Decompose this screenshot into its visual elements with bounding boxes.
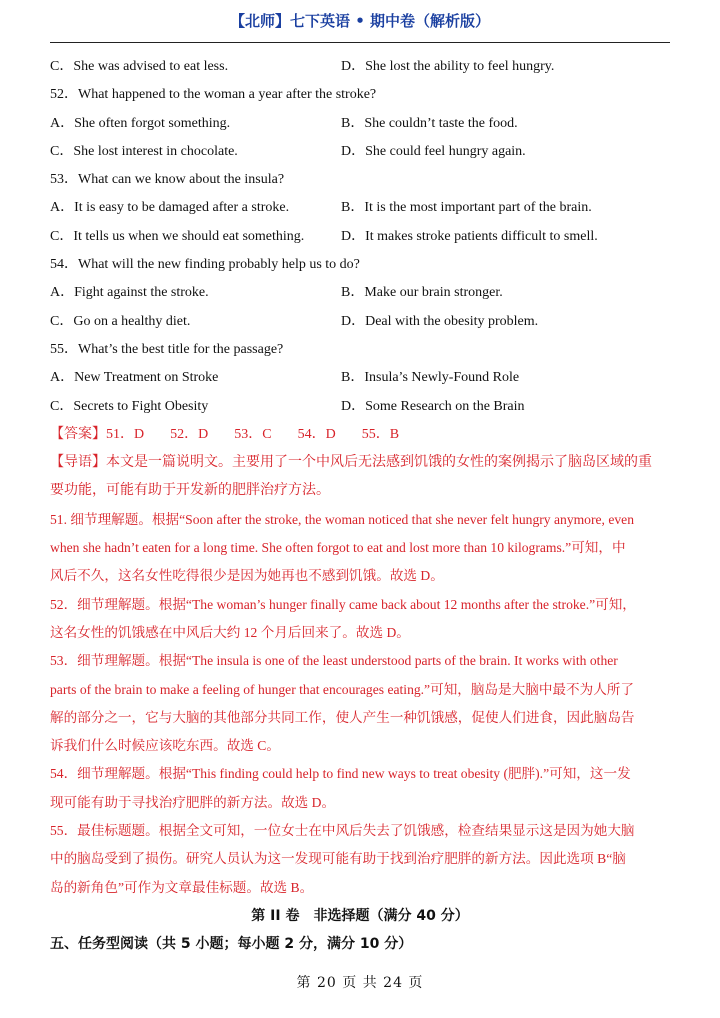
options-row <box>50 279 670 307</box>
question-stem: 52．What happened to the woman a year after the stroke? <box>50 87 377 103</box>
explanation-line: 中的脑岛受到了损伤。研究人员认为这一发现可能有助于找到治疗肥胖的新方法。因此选项 B“脑 <box>50 851 626 867</box>
options-row <box>50 110 670 138</box>
options-row <box>50 223 670 251</box>
question-54 <box>50 251 670 336</box>
option-d: D．Deal with the obesity problem. <box>341 313 539 329</box>
question-stem: 54．What will the new finding probably help us to do? <box>50 257 360 273</box>
page-content <box>50 53 670 959</box>
explanation-line: 解的部分之一，它与大脑的其他部分共同工作，使人产生一种饥饿感，促使人们进食，因此脑岛告 <box>50 709 635 725</box>
answer-line <box>50 421 670 449</box>
options-row <box>50 308 670 336</box>
answer-item: 54．D <box>297 426 336 442</box>
options-row <box>50 194 670 222</box>
explanation-52 <box>50 591 670 648</box>
header-rule <box>50 42 670 43</box>
guide-line: 【导语】本文是一篇说明文。主要用了一个中风后无法感到饥饿的女性的案例揭示了脑岛区域的重 <box>50 455 652 471</box>
explanation-line: 52．细节理解题。根据“The woman’s hunger finally came back about 12 months after the stroke.”可知， <box>50 596 636 612</box>
explanation-line: parts of the brain to make a feeling of hunger that encourages eating.”可知，脑岛是大脑中最不为人所了 <box>50 681 634 697</box>
option-c: C．She was advised to eat less. <box>50 59 229 74</box>
explanation-line: 51. 细节理解题。根据“Soon after the stroke, the woman noticed that she never felt hungry anymore, even <box>50 511 634 527</box>
answer-item: 51．D <box>106 426 145 442</box>
explanation-51 <box>50 506 670 591</box>
option-a: A．Fight against the stroke. <box>50 285 209 301</box>
page-footer: 第 20 页 共 24 页 <box>296 975 424 991</box>
options-row <box>50 364 670 392</box>
explanation-line: 这名女性的饥饿感在中风后大约 12 个月后回来了。故选 D。 <box>50 624 410 640</box>
option-c: C．She lost interest in chocolate. <box>50 143 238 159</box>
option-c: C．Go on a healthy diet. <box>50 313 191 329</box>
option-d: D．She could feel hungry again. <box>341 143 526 159</box>
option-c: C．Secrets to Fight Obesity <box>50 398 209 414</box>
answer-label: 【答案】 <box>50 426 106 442</box>
guide-line: 要功能，可能有助于开发新的肥胖治疗方法。 <box>50 483 330 499</box>
section-title: 第 II 卷 非选择题（满分 40 分） <box>251 907 469 924</box>
option-d: D．Some Research on the Brain <box>341 398 525 414</box>
explanation-54 <box>50 760 670 817</box>
explanation-line: 现可能有助于寻找治疗肥胖的新方法。故选 D。 <box>50 794 336 810</box>
options-row <box>50 53 670 81</box>
option-c: C．It tells us when we should eat something. <box>50 228 305 244</box>
page-header: 【北师】七下英语 • 期中卷（解析版） <box>229 12 491 30</box>
option-a: A．It is easy to be damaged after a stroke. <box>50 200 290 216</box>
options-row <box>50 138 670 166</box>
option-b: B．Insula’s Newly-Found Role <box>341 370 520 386</box>
explanation-line: 54．细节理解题。根据“This finding could help to find new ways to treat obesity (肥胖).”可知，这一发 <box>50 766 631 782</box>
answer-item: 53．C <box>234 426 272 442</box>
option-b: B．It is the most important part of the brain. <box>341 200 592 216</box>
option-b: B．She couldn’t taste the food. <box>341 115 518 131</box>
answer-section <box>50 421 670 902</box>
question-stem: 53．What can we know about the insula? <box>50 172 285 188</box>
explanation-line: when she hadn’t eaten for a long time. She often forgot to eat and lost more than 10 kilograms.”可知，中 <box>50 540 626 556</box>
options-row <box>50 393 670 421</box>
explanation-line: 诉我们什么时候应该吃东西。故选 C。 <box>50 738 280 754</box>
part-title: 五、任务型阅读（共 5 小题；每小题 2 分，满分 10 分） <box>50 936 413 953</box>
answer-item: 55．B <box>361 426 400 442</box>
option-d: D．She lost the ability to feel hungry. <box>341 59 555 74</box>
option-b: B．Make our brain stronger. <box>341 285 503 301</box>
explanation-line: 55．最佳标题题。根据全文可知，一位女士在中风后失去了饥饿感，检查结果显示这是因为她大脑 <box>50 823 635 839</box>
guide-paragraph <box>50 449 670 506</box>
question-stem: 55．What’s the best title for the passage? <box>50 341 284 357</box>
explanation-53 <box>50 647 670 760</box>
question-52 <box>50 81 670 166</box>
option-a: A．She often forgot something. <box>50 115 231 131</box>
answer-item: 52．D <box>170 426 209 442</box>
explanation-line: 风后不久，这名女性吃得很少是因为她再也不感到饥饿。故选 D。 <box>50 568 444 584</box>
explanation-55 <box>50 817 670 902</box>
question-53 <box>50 166 670 251</box>
option-d: D．It makes stroke patients difficult to smell. <box>341 228 598 244</box>
explanation-line: 53．细节理解题。根据“The insula is one of the least understood parts of the brain. It works with other <box>50 653 618 669</box>
question-55 <box>50 336 670 421</box>
option-a: A．New Treatment on Stroke <box>50 370 219 386</box>
explanation-line: 岛的新角色”可作为文章最佳标题。故选 B。 <box>50 879 314 895</box>
